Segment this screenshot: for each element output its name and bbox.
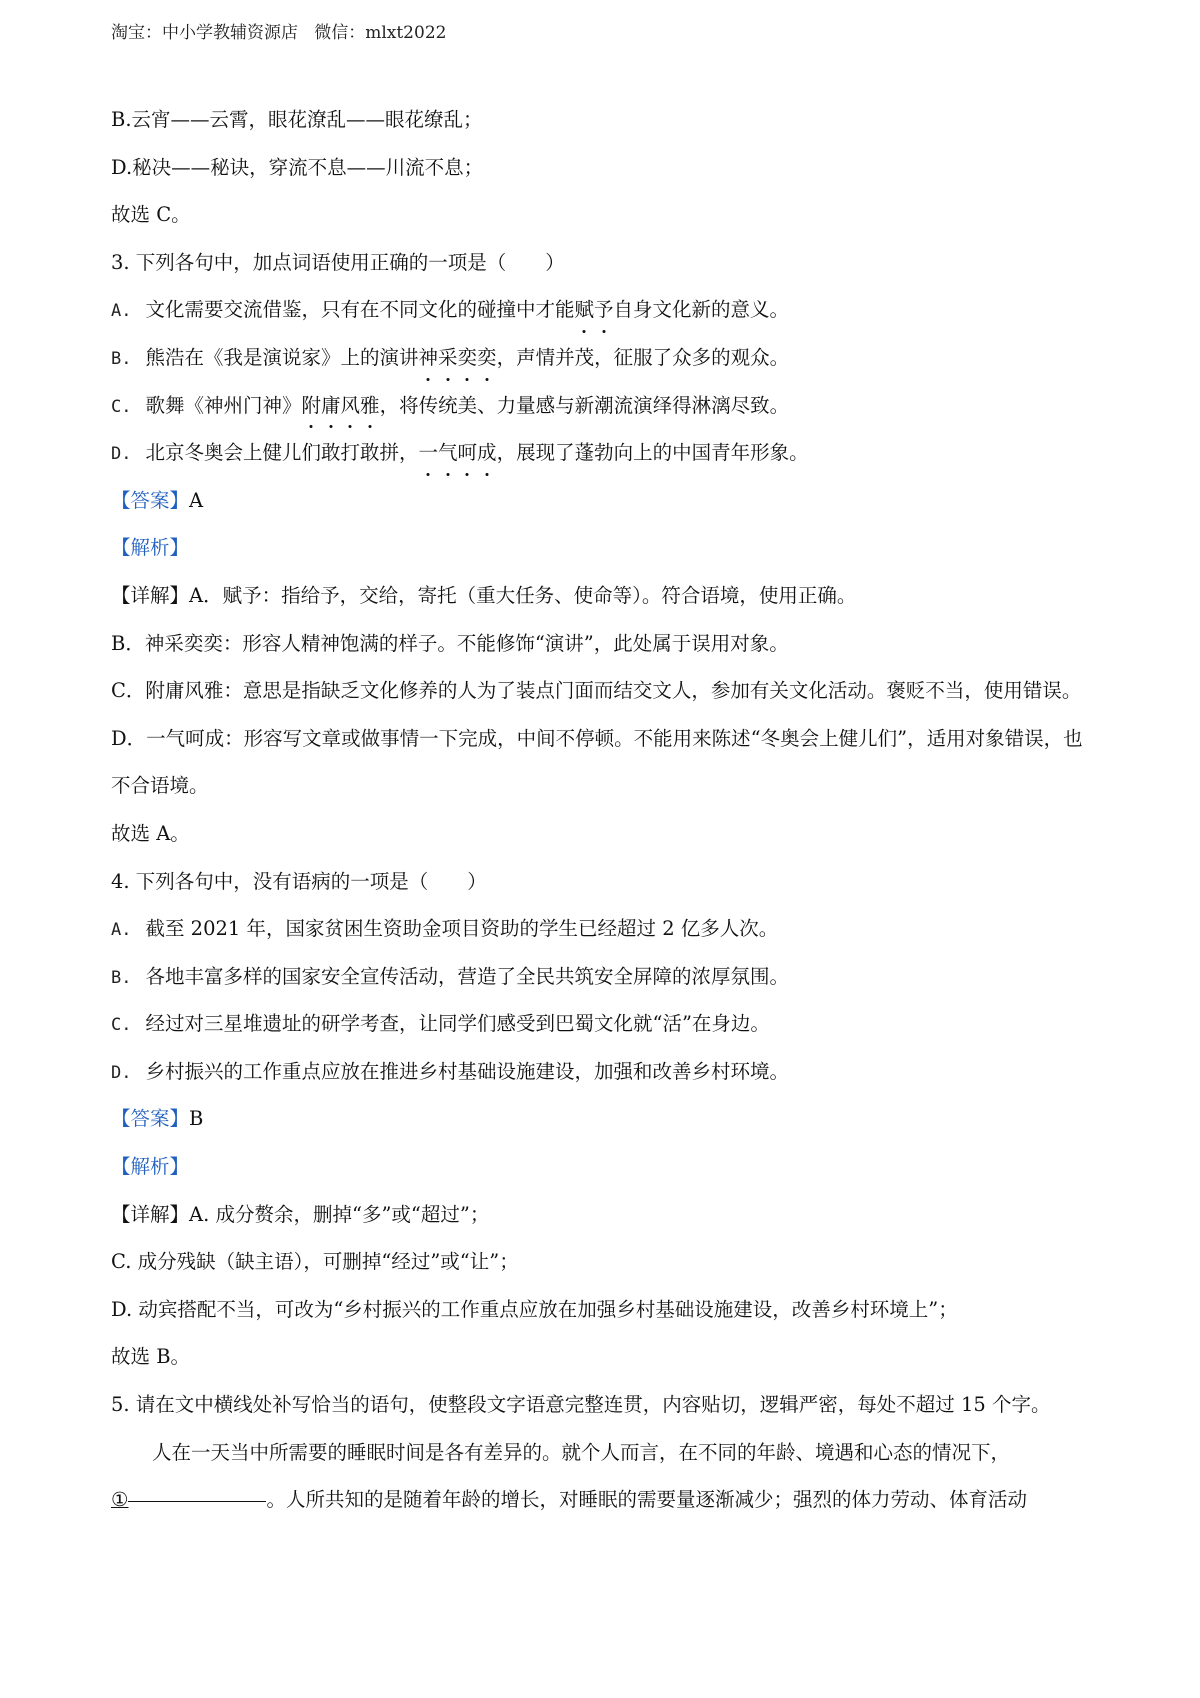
option-letter: D. <box>111 1062 132 1083</box>
document-body <box>111 96 1101 1524</box>
q3-option-b: B. 熊浩在《我是演说家》上的演讲神采奕奕，声情并茂，征服了众多的观众。 <box>111 334 1101 382</box>
q4-detail-a: 【详解】A. 成分赘余，删掉“多”或“超过”； <box>111 1202 490 1226</box>
q4-option-a: A. 截至 2021 年，国家贫困生资助金项目资助的学生已经超过 2 亿多人次。 <box>111 917 779 941</box>
option-letter: C. <box>111 396 132 417</box>
dotted-word <box>575 298 614 321</box>
dotted-char: 赋 <box>575 286 595 334</box>
fill-blank-1[interactable]: ① <box>111 1476 266 1524</box>
q4-answer <box>111 1095 1101 1143</box>
dotted-char: 采 <box>438 334 458 382</box>
dotted-word <box>419 441 497 464</box>
q3-detail-c: C．附庸风雅：意思是指缺乏文化修养的人为了装点门面而结交文人，参加有关文化活动。褒贬不当，使用错误。 <box>111 679 1082 703</box>
detail-tag: 【详解】 <box>111 1202 190 1226</box>
option-letter: B. <box>111 967 132 988</box>
q3-option-d: D. 北京冬奥会上健儿们敢打敢拼，一气呵成，展现了蓬勃向上的中国青年形象。 <box>111 429 1101 477</box>
detail-tag: 【详解】 <box>111 583 190 607</box>
q5-paragraph-line1: 人在一天当中所需要的睡眠时间是各有差异的。就个人而言，在不同的年龄、境遇和心态的情况下， <box>152 1440 1011 1464</box>
answer-tag: 【答案】 <box>111 488 190 512</box>
analysis-tag: 【解析】 <box>111 536 190 560</box>
dotted-char: 成 <box>477 429 497 477</box>
q4-detail-c: C. 成分残缺（缺主语），可删掉“经过”或“让”； <box>111 1250 519 1274</box>
q2-conclusion: 故选 C。 <box>111 203 191 227</box>
q4-analysis <box>111 1143 1101 1191</box>
dotted-char: 雅 <box>360 382 380 430</box>
q2-option-b-explanation: B.云宵——云霄，眼花潦乱——眼花缭乱； <box>111 108 483 131</box>
q4-detail-d: D. 动宾搭配不当，可改为“乡村振兴的工作重点应放在加强乡村基础设施建设，改善乡村环境上”； <box>111 1297 958 1321</box>
q3-detail-b: B．神采奕奕：形容人精神饱满的样子。不能修饰“演讲”，此处属于误用对象。 <box>111 631 789 655</box>
answer-tag: 【答案】 <box>111 1107 190 1131</box>
blank-underline <box>128 1500 266 1502</box>
q5-paragraph-line2: ① 。人所共知的是随着年龄的增长，对睡眠的需要量逐渐减少；强烈的体力劳动、体育活动 <box>111 1476 1101 1524</box>
option-letter: C. <box>111 1015 132 1036</box>
answer-value: B <box>189 1107 204 1131</box>
dotted-char: 风 <box>341 382 361 430</box>
option-letter: B. <box>111 348 132 369</box>
q4-option-c: C. 经过对三星堆遗址的研学考查，让同学们感受到巴蜀文化就“活”在身边。 <box>111 1012 770 1036</box>
dotted-char: 予 <box>594 286 614 334</box>
q4-stem: 4. 下列各句中，没有语病的一项是（ ） <box>111 869 487 893</box>
dotted-word <box>419 346 497 369</box>
q3-conclusion: 故选 A。 <box>111 821 190 845</box>
option-letter: A. <box>111 301 132 322</box>
page-header: 淘宝：中小学教辅资源店 微信：mlxt2022 <box>111 23 447 43</box>
dotted-char: 奕 <box>458 334 478 382</box>
q3-detail-d: D．一气呵成：形容写文章或做事情一下完成，中间不停顿。不能用来陈述“冬奥会上健儿们”，适用对象错误，也不合语境。 <box>111 726 1083 798</box>
q4-conclusion: 故选 B。 <box>111 1345 191 1369</box>
dotted-char: 庸 <box>321 382 341 430</box>
answer-value: A <box>189 488 204 512</box>
q3-analysis <box>111 524 1101 572</box>
q4-option-d: D. 乡村振兴的工作重点应放在推进乡村基础设施建设，加强和改善乡村环境。 <box>111 1059 789 1083</box>
dotted-char: 气 <box>438 429 458 477</box>
q3-option-c: C. 歌舞《神州门神》附庸风雅，将传统美、力量感与新潮流演绎得淋漓尽致。 <box>111 382 1101 430</box>
q2-option-d-explanation: D.秘决——秘诀，穿流不息——川流不息； <box>111 155 484 179</box>
dotted-char: 神 <box>419 334 439 382</box>
q3-stem: 3. 下列各句中，加点词语使用正确的一项是（ ） <box>111 250 565 274</box>
dotted-char: 一 <box>419 429 439 477</box>
analysis-tag: 【解析】 <box>111 1155 190 1179</box>
option-letter: A. <box>111 920 132 941</box>
q3-answer <box>111 477 1101 525</box>
q4-option-b: B. 各地丰富多样的国家安全宣传活动，营造了全民共筑安全屏障的浓厚氛围。 <box>111 964 789 988</box>
q3-option-a: A. 文化需要交流借鉴，只有在不同文化的碰撞中才能赋予自身文化新的意义。 <box>111 286 1101 334</box>
dotted-word <box>302 394 380 417</box>
q3-detail-a: 【详解】A．赋予：指给予，交给，寄托（重大任务、使命等）。符合语境，使用正确。 <box>111 583 857 607</box>
dotted-char: 呵 <box>458 429 478 477</box>
option-letter: D. <box>111 444 132 465</box>
q5-stem: 5. 请在文中横线处补写恰当的语句，使整段文字语意完整连贯，内容贴切，逻辑严密，每处不超过 15 个字。 <box>111 1393 1051 1417</box>
dotted-char: 附 <box>302 382 322 430</box>
dotted-char: 奕 <box>477 334 497 382</box>
